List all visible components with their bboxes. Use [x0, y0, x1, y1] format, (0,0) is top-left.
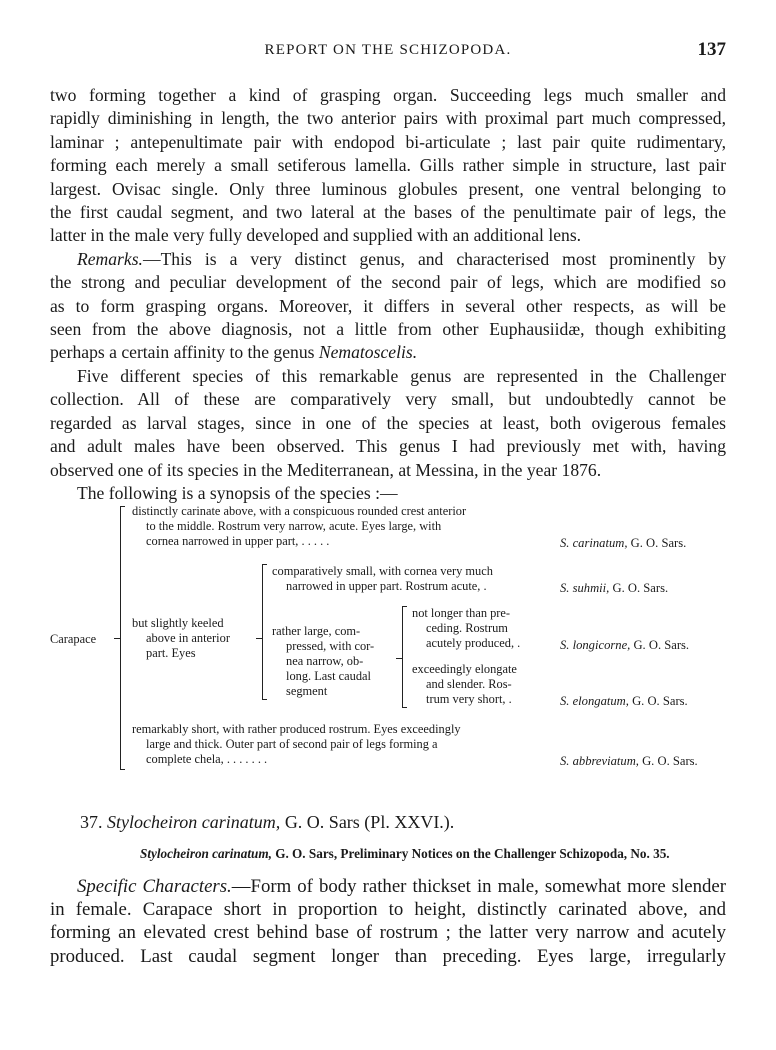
- text-line: [50, 875, 726, 898]
- species-name: S. carinatum,: [560, 536, 628, 550]
- text-line: produced. Last caudal segment longer than preceding. Eyes large, irregularly: [50, 945, 726, 967]
- branch-b-line: but slightly keeled: [132, 616, 224, 630]
- species-name: S. elongatum,: [560, 694, 629, 708]
- branch-b-brace-tick: [256, 638, 262, 639]
- species-entry: [560, 694, 688, 709]
- branch-b2-line: pressed, with cor-: [286, 639, 375, 653]
- species-entry: [560, 638, 689, 653]
- species-entry: [560, 536, 686, 551]
- carapace-label: Carapace: [50, 632, 97, 646]
- body-lower: [50, 875, 726, 968]
- main-brace-tick: [114, 638, 120, 639]
- remarks-last-prefix: perhaps a certain affinity to the genus: [50, 342, 319, 363]
- paragraph-1: [50, 84, 726, 248]
- genus-name: Nematoscelis.: [318, 342, 418, 363]
- branch-c-line: complete chela, . . . . . . .: [146, 752, 268, 766]
- text-line: and adult males have been observed. This genus I had previously met with, having: [50, 436, 726, 457]
- branch-b2a-line: acutely produced, .: [426, 636, 521, 650]
- text-line: regarded as larval stages, since in one of the species at least, both ovigerous females: [50, 412, 726, 433]
- species-author: G. O. Sars.: [630, 638, 690, 652]
- branch-b2-line: segment: [286, 684, 328, 698]
- branch-a-line: to the middle. Rostrum very narrow, acute. Eyes large, with: [146, 519, 442, 533]
- text-line: latter in the male very fully developed and supplied with an additional lens.: [50, 225, 582, 246]
- text-line: the strong and peculiar development of the second pair of legs, which are modified so: [50, 272, 726, 293]
- paragraph-specific: [50, 875, 726, 968]
- text-line: forming each merely a small setiferous lamella. Gills rather simple in structure, last pair: [50, 155, 726, 176]
- species-author: G. O. Sars.: [627, 536, 687, 550]
- citation-species: Stylocheiron carinatum,: [140, 846, 272, 861]
- branch-b2a-line: ceding. Rostrum: [426, 621, 508, 635]
- branch-b-line: above in anterior: [146, 631, 230, 645]
- branch-b1-line: narrowed in upper part. Rostrum acute, .: [286, 579, 487, 593]
- page-header: [50, 39, 726, 68]
- branch-b1-line: comparatively small, with cornea very much: [272, 564, 493, 578]
- section-number: 37.: [80, 812, 107, 832]
- text-line: Five different species of this remarkable genus are represented in the Challenger: [77, 365, 726, 386]
- species-author: G. O. Sars.: [638, 754, 698, 768]
- branch-b2-line: long. Last caudal: [286, 669, 371, 683]
- species-entry: [560, 581, 668, 596]
- text-line: forming an elevated crest behind base of rostrum ; the latter very narrow and acutely: [50, 922, 726, 944]
- body-upper: [50, 84, 726, 505]
- branch-b2b-line: exceedingly elongate: [412, 662, 517, 676]
- species-author: G. O. Sars.: [628, 694, 688, 708]
- text-line: The following is a synopsis of the species :—: [77, 482, 398, 503]
- text-line: [50, 248, 726, 271]
- text-line: [50, 341, 726, 364]
- text-line: as to form grasping organs. Moreover, it differs in several other respects, as will be: [50, 295, 726, 316]
- text-line: observed one of its species in the Mediterranean, at Messina, in the year 1876.: [50, 459, 602, 480]
- citation: [140, 846, 670, 862]
- branch-b-brace: [262, 564, 263, 700]
- running-title: REPORT ON THE SCHIZOPODA.: [264, 42, 512, 58]
- branch-b2-line: nea narrow, ob-: [286, 654, 364, 668]
- branch-a-line: cornea narrowed in upper part, . . . . .: [146, 534, 330, 548]
- text-line: largest. Ovisac single. Only three luminous globules present, one ventral belonging to: [50, 178, 726, 199]
- citation-rest: G. O. Sars, Preliminary Notices on the Challenger Schizopoda, No. 35.: [271, 846, 670, 861]
- species-name: S. suhmii,: [560, 581, 610, 595]
- text-line: collection. All of these are comparatively very small, but undoubtedly cannot be: [50, 389, 726, 410]
- paragraph-3: [50, 365, 726, 482]
- species-name: S. longicorne,: [560, 638, 631, 652]
- specific-label: Specific Characters.: [77, 876, 232, 897]
- branch-c-line: remarkably short, with rather produced rostrum. Eyes exceedingly: [132, 722, 461, 736]
- section-heading: [80, 812, 454, 833]
- species-entry: [560, 754, 698, 769]
- text-line: the first caudal segment, and two lateral at the bases of the penultimate pair of legs, the: [50, 202, 726, 223]
- section-species: Stylocheiron carinatum,: [107, 812, 281, 832]
- text-line: seen from the above diagnosis, not a little from other Euphausiidæ, though exhibiting: [50, 319, 726, 340]
- branch-b2b-line: trum very short, .: [426, 692, 512, 706]
- branch-b2b-line: and slender. Ros-: [426, 677, 512, 691]
- text-line: two forming together a kind of grasping organ. Succeeding legs much smaller and: [50, 85, 726, 105]
- branch-b2-line: rather large, com-: [272, 624, 361, 638]
- branch-b-line: part. Eyes: [146, 646, 196, 660]
- species-author: G. O. Sars.: [609, 581, 669, 595]
- remarks-first-line: —This is a very distinct genus, and characterised most prominently by: [142, 248, 726, 269]
- specific-first-line: —Form of body rather thickset in male, somewhat more slender: [231, 876, 726, 897]
- branch-b2a-line: not longer than pre-: [412, 606, 511, 620]
- branch-b2-brace: [402, 606, 403, 708]
- species-synopsis: [50, 498, 740, 783]
- text-line: laminar ; antepenultimate pair with endopod bi-articulate ; last pair quite rudimentary,: [50, 131, 726, 152]
- branch-a-line: distinctly carinate above, with a conspicuous rounded crest anterior: [132, 504, 467, 518]
- branch-b2-brace-tick: [396, 658, 402, 659]
- main-brace: [120, 506, 121, 770]
- text-line: in female. Carapace short in proportion to height, distinctly carinated above, and: [50, 899, 726, 921]
- branch-c-line: large and thick. Outer part of second pair of legs forming a: [146, 737, 438, 751]
- text-line: rapidly diminishing in length, the two anterior pairs with proximal part much compressed,: [50, 108, 726, 129]
- remarks-label: Remarks.: [77, 248, 143, 269]
- section-rest: G. O. Sars (Pl. XXVI.).: [280, 812, 455, 832]
- page-number: 137: [697, 39, 726, 60]
- species-name: S. abbreviatum,: [560, 754, 639, 768]
- paragraph-remarks: [50, 248, 726, 365]
